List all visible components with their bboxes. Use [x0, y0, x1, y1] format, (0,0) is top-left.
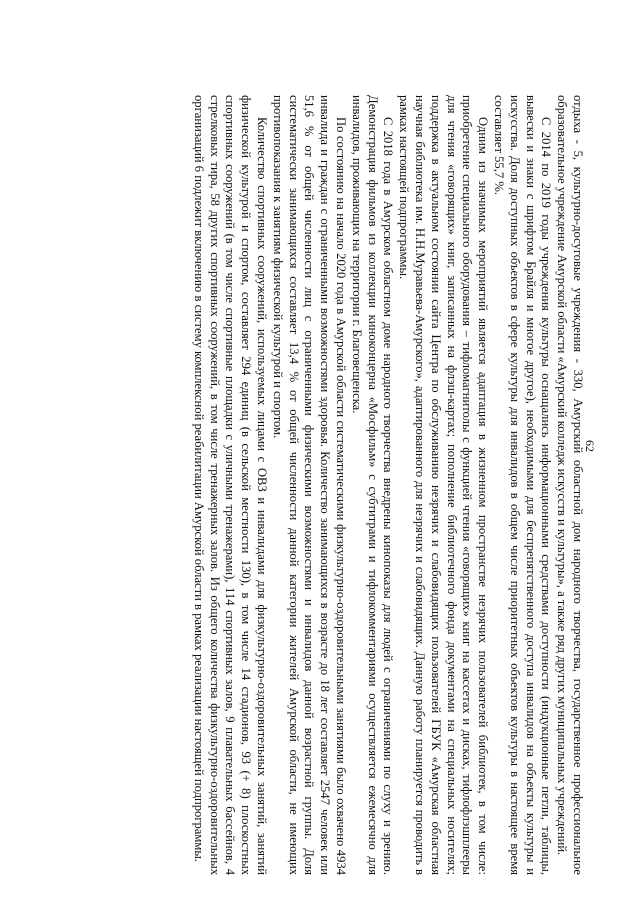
document-body: [190, 95, 585, 875]
paragraph-library-adaptation: Одним из значимых мероприятий является адаптация в жизненном пространстве незрячих пользователей библиотек, в том числе: приобретение специального оборудования – тифломагнитолы с функцией чтения «говорящих» книг на кассетах и дисках, тифлофлэшплееры для чтения «говорящих» книг, записанных на флэш-картах; пополнение библиотечного фонда документами на специальных носителях; поддержка в актуальном состоянии сайта Центра по обслуживанию незрячих и слабовидящих пользователей ГБУК «Амурская областная научная библиотека им. Н.Н.Муравьева-Амурского», адаптированного для незрячих и слабовидящих. Данную работу планируется проводить в рамках настоящей подпрограммы.: [397, 95, 491, 875]
paragraph-film-screenings: С 2018 года в Амурском областном доме народного творчества внедрены кинопоказы для людей с ограничениями по слуху и зрению. Демонстрация фильмов из коллекции киноконцерна «Мосфильм» с субтитрами и тифлокомментариями осуществляется ежемесячно для инвалидов, проживающих на территории г. Благовещенска.: [349, 95, 396, 875]
page-number: 62: [583, 440, 597, 452]
paragraph-sports-facilities: Количество спортивных сооружений, используемых лицами с ОВЗ и инвалидами для физкультурно-оздоровительных занятий, занятий физической культурой и спортом, составляет 294 единиц (в сельской местности 130), в том числе 14 стадионов, 93 (+ 8) плоскостных спортивных сооружений (в том числе спортивные площадки с уличными тренажерами), 114 спортивных залов, 9 плавательных бассейнов, 4 стрелковых тира, 58 других спортивных сооружений, в том числе тренажерных залов. Из общего количества физкультурно-оздоровительных организаций 6 подлежит включению в систему комплексной реабилитации Амурской области в рамках реализации настоящей подпрограммы.: [191, 95, 270, 875]
paragraph-culture-institutions: отдыха - 5, культурно-досуговые учреждения - 330, Амурский областной дом народного творчества, государственное профессиональное образовательное учреждение Амурской области «Амурский колледж искусств и культуры», а также ряд других муниципальных учреждений.: [555, 95, 585, 875]
paragraph-sports-participation: По состоянию на начало 2020 года в Амурской области систематическими физкультурно-оздоровительными занятиями было охвачено 4934 инвалида и граждан с ограниченными возможностями здоровья. Количество занимающихся в возрасте до 18 лет составляет 2547 человек или 51,6 % от общей численности лиц с ограниченными физическими возможностями и инвалидов данной возрастной группы. Доля систематически занимающихся составляет 13,4 % от общей численности данной категории жителей Амурской области, не имеющих противопоказания к занятиям физической культурой и спортом.: [270, 95, 349, 875]
paragraph-accessibility-equipment: С 2014 по 2019 годы учреждения культуры оснащались информационными средствами доступности (индукционные петли, таблицы, вывески и знаки с шрифтом Брайля и многое другое), необходимыми для беспрепятственного доступа инвалидов на объекты культуры и искусства. Доля доступных объектов в сфере культуры для инвалидов в общем числе приоритетных объектов культуры в настоящее время составляет 55,7 %.: [492, 95, 554, 875]
